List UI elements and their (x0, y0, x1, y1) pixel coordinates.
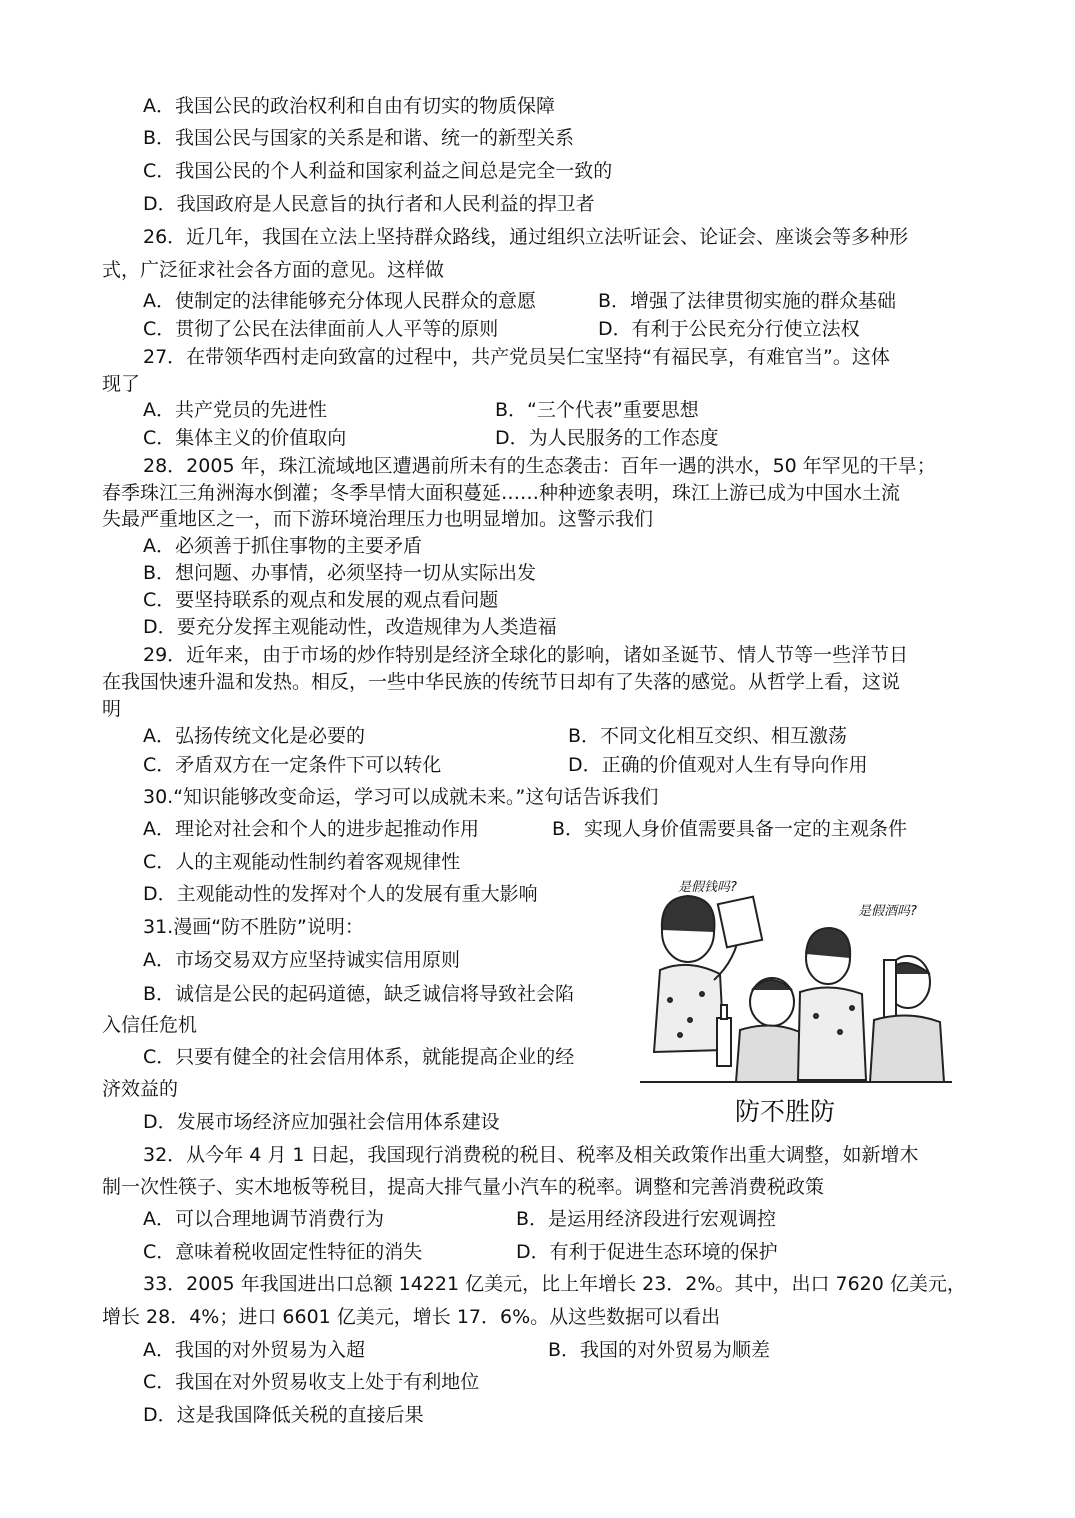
q33-stem-line1: 33．2005 年我国进出口总额 14221 亿美元，比上年增长 23．2%。其中，出口 7620 亿美元， (143, 1273, 966, 1295)
q33-stem-line2: 增长 28．4%；进口 6601 亿美元，增长 17．6%。从这些数据可以看出 (102, 1306, 721, 1328)
q31-stem: 31.漫画“防不胜防”说明： (143, 916, 364, 938)
q30-option-d: D．主观能动性的发挥对个人的发展有重大影响 (143, 883, 538, 905)
q30-option-a: A．理论对社会和个人的进步起推动作用 (143, 818, 479, 840)
q29-option-c: C．矛盾双方在一定条件下可以转化 (143, 754, 442, 776)
q28-stem-line1: 28．2005 年，珠江流域地区遭遇前所未有的生态袭击：百年一遇的洪水，50 年罕见的干旱； (143, 455, 936, 477)
q33-option-d: D．这是我国降低关税的直接后果 (143, 1404, 424, 1426)
q25-option-b: B．我国公民与国家的关系是和谐、统一的新型关系 (143, 127, 575, 149)
q28-option-c: C．要坚持联系的观点和发展的观点看问题 (143, 589, 499, 611)
q28-stem-line2: 春季珠江三角洲海水倒灌；冬季旱情大面积蔓延……种种迹象表明，珠江上游已成为中国水土流 (102, 482, 901, 504)
q31-option-a: A．市场交易双方应坚持诚实信用原则 (143, 949, 460, 971)
q27-stem-line2: 现了 (102, 373, 141, 395)
q32-option-d: D．有利于促进生态环境的保护 (516, 1241, 778, 1263)
q28-option-a: A．必须善于抓住事物的主要矛盾 (143, 535, 422, 557)
q32-stem-line1: 32．从今年 4 月 1 日起，我国现行消费税的税目、税率及相关政策作出重大调整，如新增木 (143, 1144, 919, 1166)
q29-stem-line1: 29．近年来，由于市场的炒作特别是经济全球化的影响，诸如圣诞节、情人节等一些洋节日 (143, 644, 909, 666)
cartoon-bubble-left: 是假钱吗? (678, 880, 737, 895)
q31-option-c-line1: C．只要有健全的社会信用体系，就能提高企业的经 (143, 1046, 575, 1068)
q28-option-d: D．要充分发挥主观能动性，改造规律为人类造福 (143, 616, 557, 638)
q29-option-a: A．弘扬传统文化是必要的 (143, 725, 365, 747)
q26-stem-line2: 式，广泛征求社会各方面的意见。这样做 (102, 259, 445, 281)
q26-option-a: A．使制定的法律能够充分体现人民群众的意愿 (143, 290, 536, 312)
q32-option-a: A．可以合理地调节消费行为 (143, 1208, 384, 1230)
q28-stem-line3: 失最严重地区之一，而下游环境治理压力也明显增加。这警示我们 (102, 508, 654, 530)
q30-option-c: C．人的主观能动性制约着客观规律性 (143, 851, 461, 873)
q27-stem-line1: 27．在带领华西村走向致富的过程中，共产党员吴仁宝坚持“有福民享，有难官当”。这体 (143, 346, 890, 368)
q27-option-a: A．共产党员的先进性 (143, 399, 327, 421)
q29-stem-line2: 在我国快速升温和发热。相反，一些中华民族的传统节日却有了失落的感觉。从哲学上看，这说 (102, 671, 901, 693)
q28-option-b: B．想问题、办事情，必须坚持一切从实际出发 (143, 562, 537, 584)
q32-stem-line2: 制一次性筷子、实木地板等税目，提高大排气量小汽车的税率。调整和完善消费税政策 (102, 1176, 825, 1198)
q25-option-c: C．我国公民的个人利益和国家利益之间总是完全一致的 (143, 160, 613, 182)
q27-option-d: D．为人民服务的工作态度 (495, 427, 719, 449)
q25-option-a: A．我国公民的政治权利和自由有切实的物质保障 (143, 95, 555, 117)
q31-option-c-line2: 济效益的 (102, 1078, 179, 1100)
q25-option-d: D．我国政府是人民意旨的执行者和人民利益的捍卫者 (143, 193, 595, 215)
q27-option-b: B．“三个代表”重要思想 (495, 399, 699, 421)
q33-option-c: C．我国在对外贸易收支上处于有利地位 (143, 1371, 480, 1393)
q29-option-b: B．不同文化相互交织、相互激荡 (568, 725, 848, 747)
q29-option-d: D．正确的价值观对人生有导向作用 (568, 754, 868, 776)
q27-option-c: C．集体主义的价值取向 (143, 427, 347, 449)
cartoon-bubble-right: 是假酒吗? (858, 904, 917, 919)
q33-option-a: A．我国的对外贸易为入超 (143, 1339, 365, 1361)
q30-option-b: B．实现人身价值需要具备一定的主观条件 (552, 818, 908, 840)
q31-option-b-line2: 入信任危机 (102, 1014, 198, 1036)
cartoon-caption: 防不胜防 (735, 1097, 836, 1126)
q26-option-c: C．贯彻了公民在法律面前人人平等的原则 (143, 318, 499, 340)
q33-option-b: B．我国的对外贸易为顺差 (548, 1339, 771, 1361)
q26-option-d: D．有利于公民充分行使立法权 (598, 318, 860, 340)
q31-option-d: D．发展市场经济应加强社会信用体系建设 (143, 1111, 500, 1133)
q26-option-b: B．增强了法律贯彻实施的群众基础 (598, 290, 897, 312)
q32-option-b: B．是运用经济段进行宏观调控 (516, 1208, 777, 1230)
q29-stem-line3: 明 (102, 698, 122, 720)
q32-option-c: C．意味着税收固定性特征的消失 (143, 1241, 423, 1263)
q31-option-b-line1: B．诚信是公民的起码道德，缺乏诚信将导致社会陷 (143, 983, 575, 1005)
q26-stem-line1: 26．近几年，我国在立法上坚持群众路线，通过组织立法听证会、论证会、座谈会等多种形 (143, 226, 909, 248)
q30-stem: 30.“知识能够改变命运，学习可以成就未来。”这句话告诉我们 (143, 786, 659, 808)
